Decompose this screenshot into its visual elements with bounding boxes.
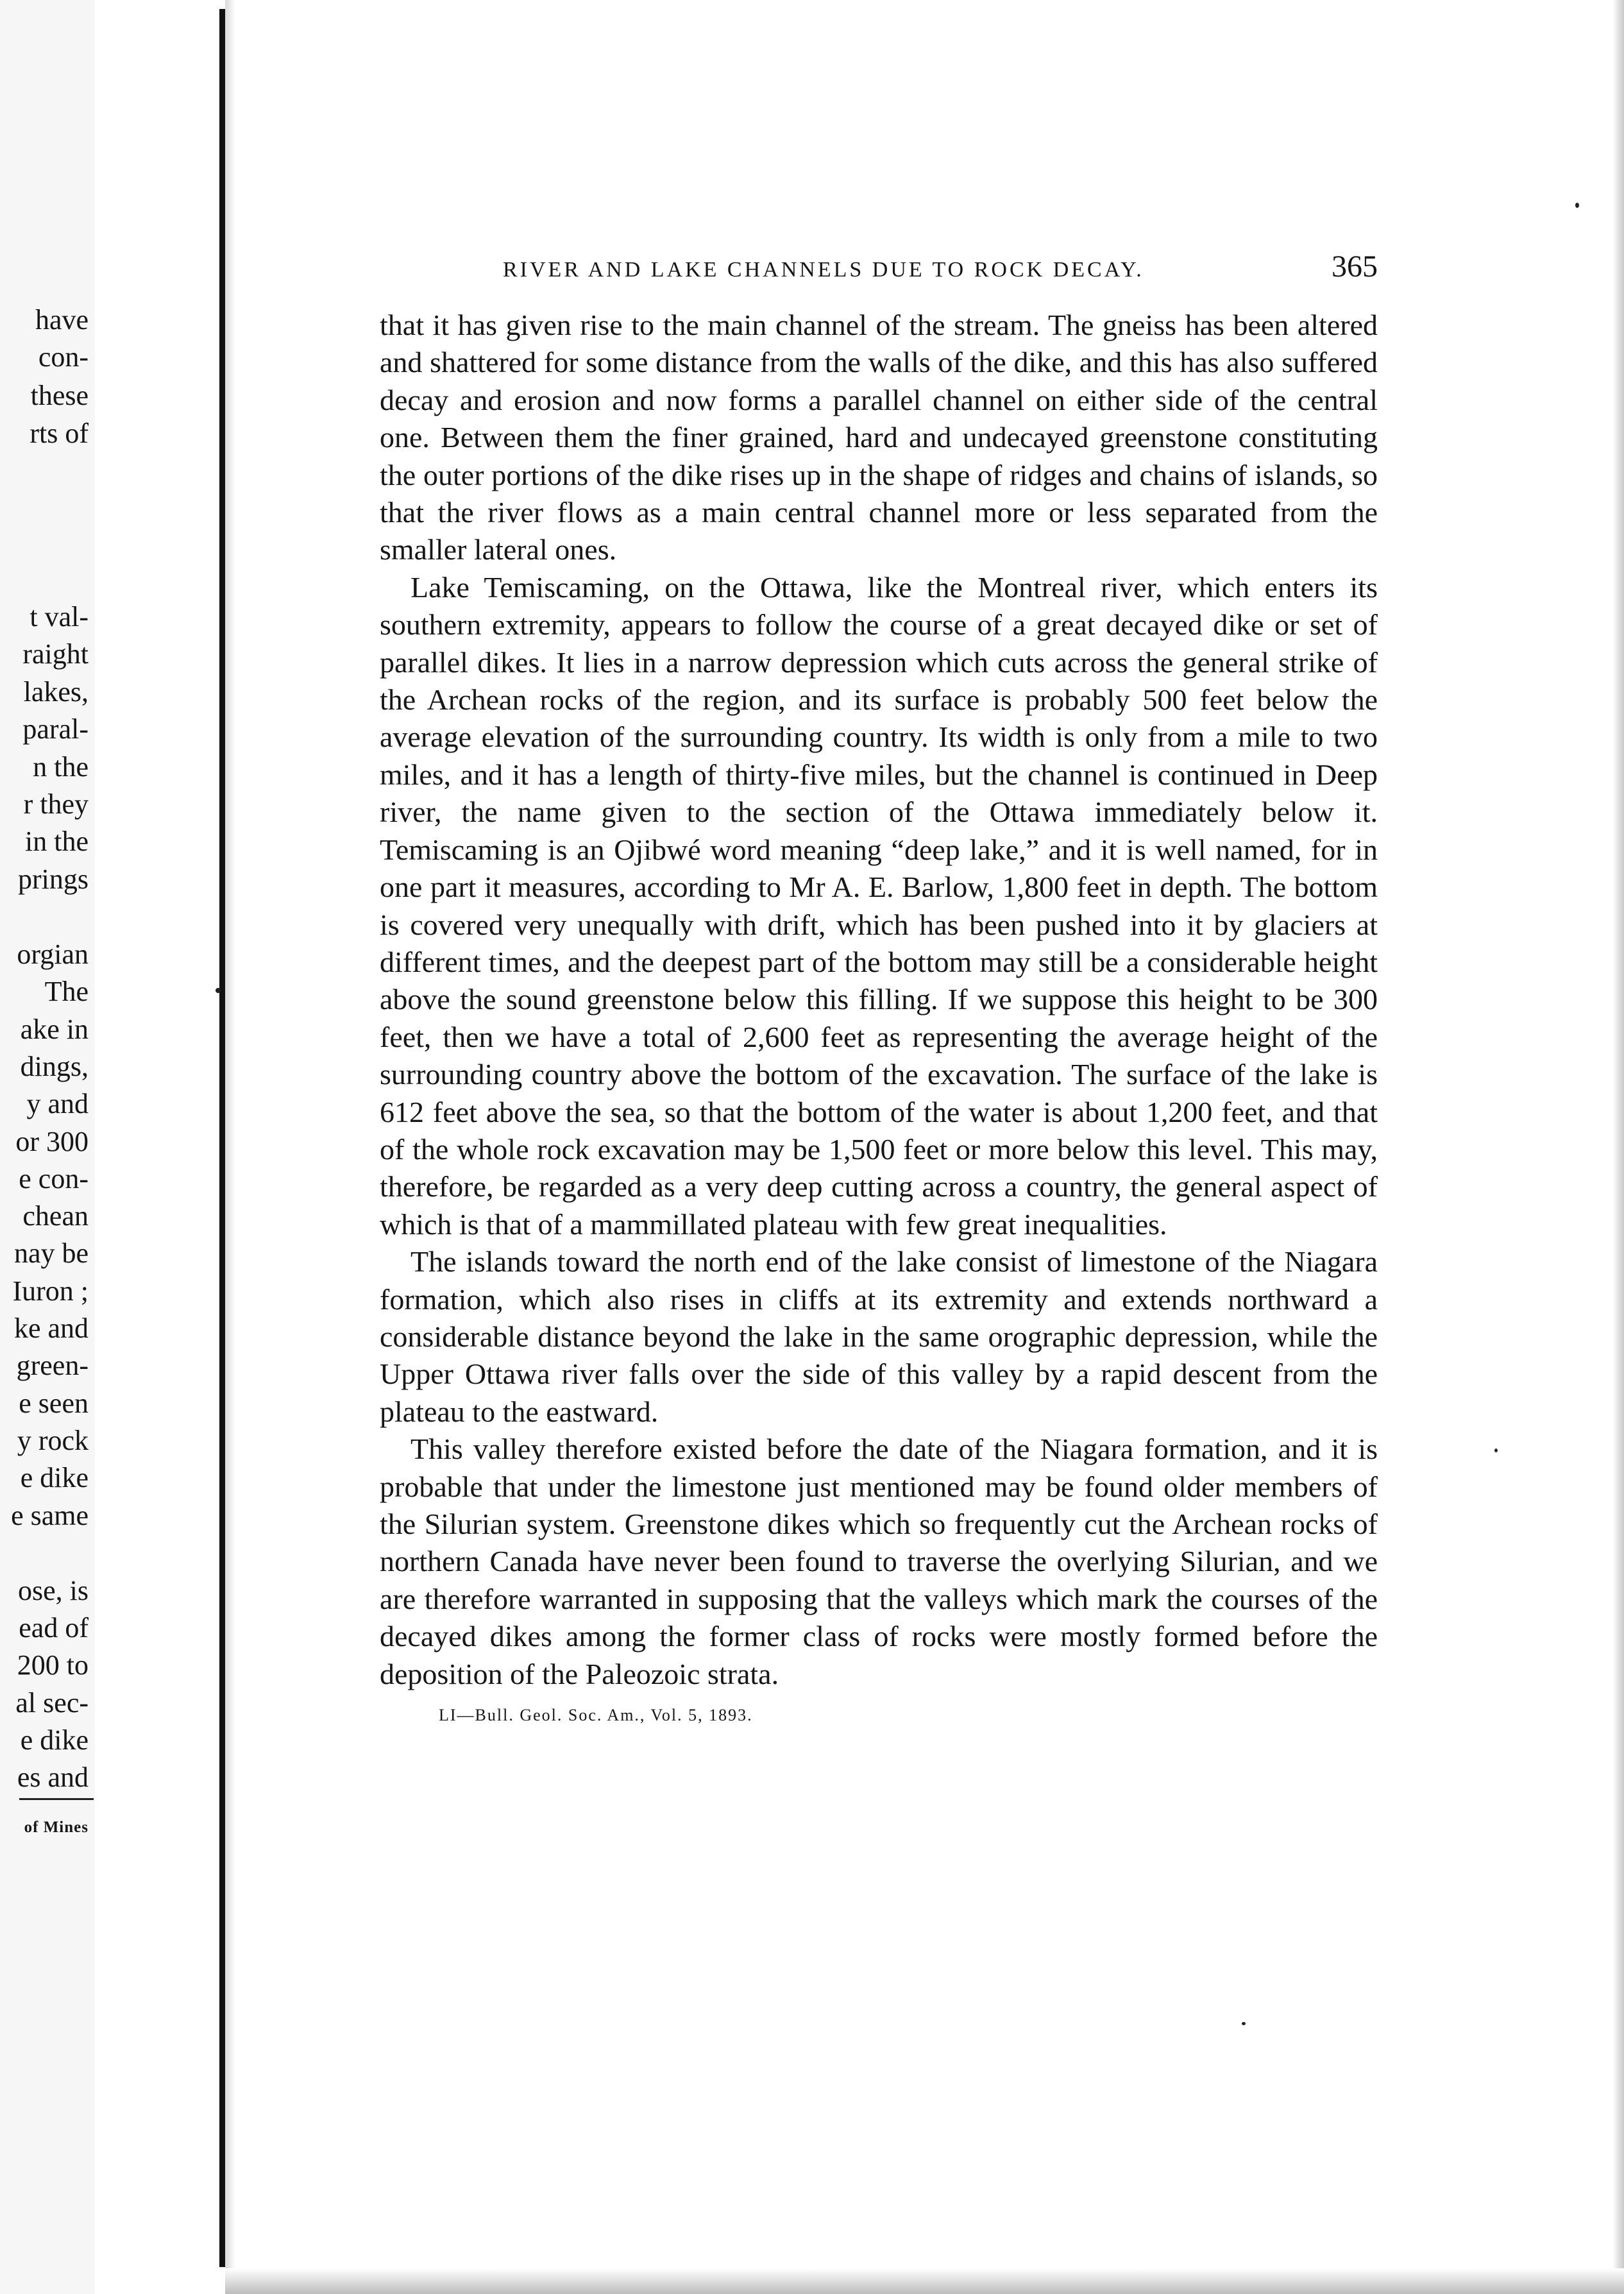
body-text bbox=[380, 307, 1378, 1693]
paragraph: This valley therefore existed before the date of the Niagara formation, and it is probable that under the limestone just mentioned may be found older members of the Silurian system. Greenstone dikes which so frequently cut the Archean rocks of northern Canada have never been found to traverse the overlying Silurian, and we are therefore warranted in supposing that the valleys which mark the courses of the decayed dikes among the former class of rocks were mostly formed before the deposition of the Paleozoic strata. bbox=[380, 1432, 1378, 1690]
facing-line: e same bbox=[11, 1500, 89, 1531]
facing-line: chean bbox=[22, 1200, 89, 1232]
facing-line: r they bbox=[23, 788, 89, 820]
facing-line: es and bbox=[17, 1762, 89, 1793]
facing-line: lakes, bbox=[23, 676, 89, 708]
facing-line: ke and bbox=[13, 1313, 89, 1344]
page-right-edge bbox=[1612, 0, 1624, 2294]
facing-line: paral- bbox=[22, 713, 89, 745]
main-page bbox=[380, 249, 1378, 1725]
page-left-edge bbox=[225, 0, 235, 2294]
facing-line: e seen bbox=[19, 1388, 89, 1419]
facing-line: ose, is bbox=[18, 1575, 89, 1606]
facing-line: e con- bbox=[19, 1163, 89, 1194]
facing-line: have bbox=[35, 304, 89, 336]
facing-line: these bbox=[30, 380, 89, 411]
facing-line: y rock bbox=[17, 1425, 89, 1456]
facing-line: orgian bbox=[17, 939, 89, 970]
facing-line: raight bbox=[22, 638, 89, 670]
paragraph: The islands toward the north end of the lake consist of limestone of the Niagara formation, which also rises in cliffs at its extremity and extends northward a considerable distance beyond the lake in the same orographic depression, while the Upper Ottawa river falls over the side of this valley by a rapid descent from the plateau to the eastward. bbox=[380, 1245, 1378, 1428]
signature-line: LI—Bull. Geol. Soc. Am., Vol. 5, 1893. bbox=[439, 1706, 753, 1725]
facing-bottom-label: of Mines bbox=[24, 1819, 89, 1836]
facing-line: n the bbox=[33, 751, 89, 783]
facing-line: dings, bbox=[20, 1051, 89, 1082]
facing-page-rule bbox=[19, 1798, 94, 1800]
page-number: 365 bbox=[1332, 250, 1378, 284]
facing-line: e dike bbox=[20, 1462, 89, 1493]
scan-speck bbox=[216, 988, 221, 993]
facing-line: prings bbox=[18, 863, 89, 895]
facing-line: nay be bbox=[13, 1237, 89, 1269]
page-bottom-edge bbox=[225, 2268, 1624, 2294]
scan-speck bbox=[1575, 203, 1579, 208]
facing-line: ead of bbox=[19, 1612, 89, 1644]
facing-line: The bbox=[44, 976, 89, 1007]
facing-line: or 300 bbox=[15, 1126, 89, 1157]
running-header bbox=[380, 249, 1378, 294]
facing-line: t val- bbox=[30, 601, 89, 633]
facing-line: green- bbox=[16, 1350, 89, 1381]
facing-page-fragments bbox=[0, 0, 95, 2294]
scan-speck bbox=[1494, 1449, 1498, 1452]
facing-line: in the bbox=[25, 826, 89, 857]
running-head-title: RIVER AND LAKE CHANNELS DUE TO ROCK DECAY. bbox=[503, 258, 1144, 282]
paragraph: Lake Temiscaming, on the Ottawa, like the Montreal river, which enters its southern extremity, appears to follow the course of a great decayed dike or set of parallel dikes. It lies in a narrow depression which cuts across the general strike of the Archean rocks of the region, and its surface is probably 500 feet below the average elevation of the surrounding country. Its width is only from a mile to two miles, and it has a length of thirty-five miles, but the channel is continued in Deep river, the name given to the section of the Ottawa immediately below it. Temiscaming is an Ojibwé word meaning “deep lake,” and it is well named, for in one part it measures, according to Mr A. E. Barlow, 1,800 feet in depth. The bottom is covered very unequally with drift, which has been pushed into it by glaciers at different times, and the deepest part of the bottom may still be a considerable height above the sound greenstone below this filling. If we suppose this height to be 300 feet, then we have a total of 2,600 feet as representing the average height of the surrounding country above the bottom of the excavation. The surface of the lake is 612 feet above the sea, so that the bottom of the water is about 1,200 feet, and that of the whole rock excavation may be 1,500 feet or more below this level. This may, therefore, be regarded as a very deep cutting across a country, the general aspect of which is that of a mammillated plateau with few great inequalities. bbox=[380, 570, 1378, 1241]
facing-line: rts of bbox=[30, 418, 89, 449]
facing-line: Iuron ; bbox=[12, 1275, 89, 1307]
facing-line: ake in bbox=[20, 1014, 89, 1045]
facing-line: e dike bbox=[20, 1724, 89, 1756]
facing-line: al sec- bbox=[15, 1687, 89, 1719]
facing-line: 200 to bbox=[17, 1649, 89, 1681]
facing-line: y and bbox=[26, 1088, 89, 1119]
binding-rule bbox=[219, 9, 225, 2267]
scan-speck bbox=[1242, 2022, 1246, 2025]
facing-line: con- bbox=[38, 341, 89, 373]
paragraph: that it has given rise to the main channel of the stream. The gneiss has been altered and shattered for some distance from the walls of the dike, and this has also suffered decay and erosion and now forms a parallel channel on either side of the central one. Between them the finer grained, hard and undecayed greenstone constituting the outer portions of the dike rises up in the shape of ridges and chains of islands, so that the river flows as a main central channel more or less separated from the smaller lateral ones. bbox=[380, 309, 1378, 566]
